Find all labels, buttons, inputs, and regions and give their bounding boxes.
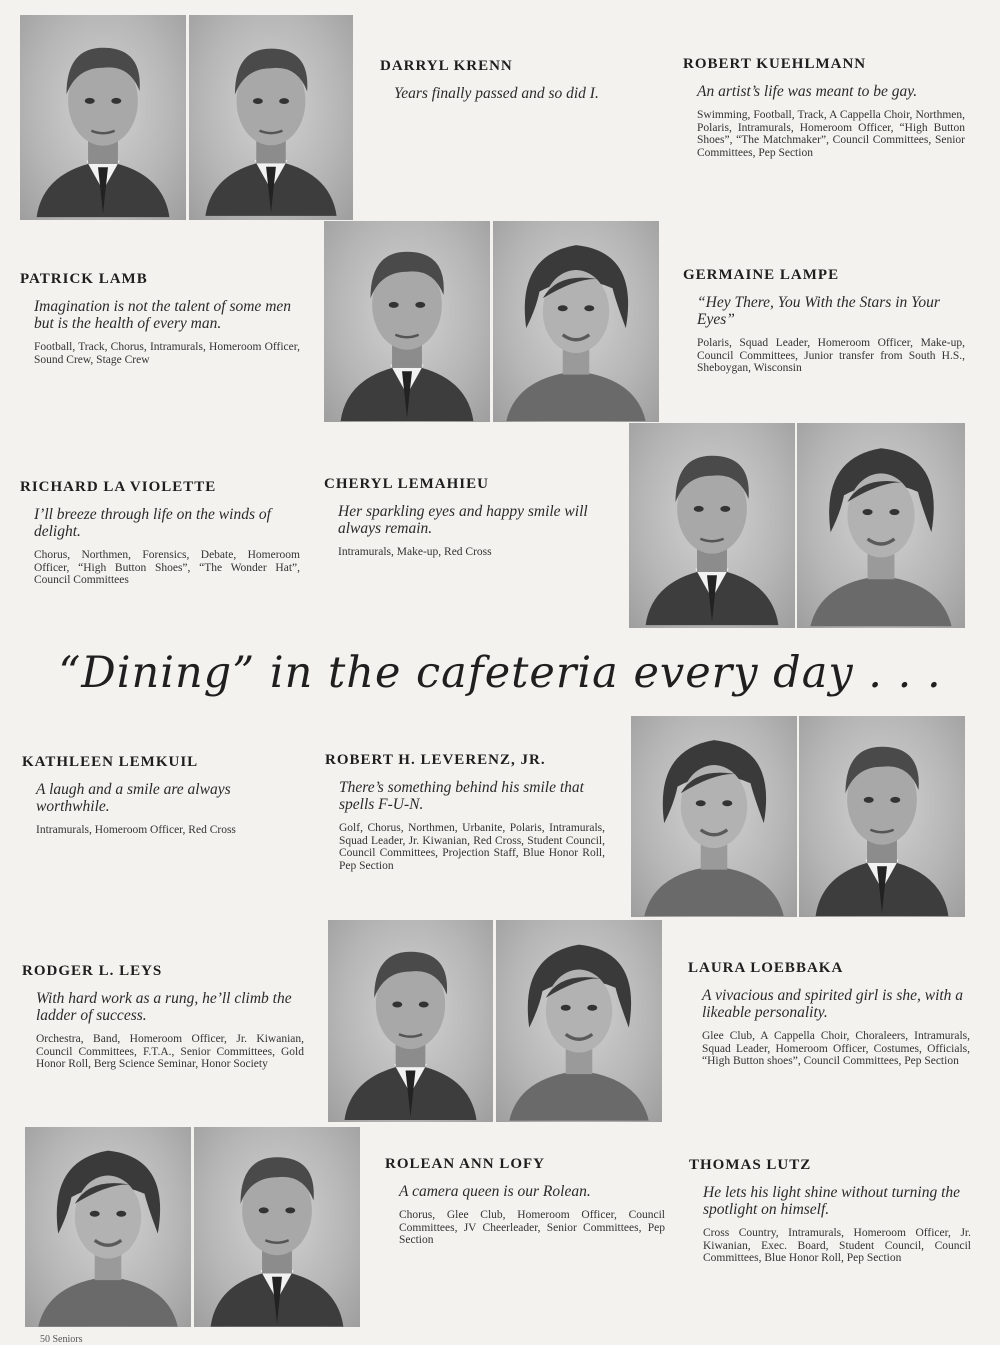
student-activities: Chorus, Northmen, Forensics, Debate, Homeroom Officer, “High Button Shoes”, “The Wonder Hat”, Council Committees [34,549,300,586]
student-name: PATRICK LAMB [20,271,148,287]
entry-laura-loebbaka [688,960,970,1068]
student-activities: Orchestra, Band, Homeroom Officer, Jr. Kiwanian, Council Committees, F.T.A., Senior Committees, Gold Honor Roll, Berg Science Seminar, Honor Society [36,1033,304,1070]
student-quote: Imagination is not the talent of some men but is the health of every man. [34,298,292,332]
photo-rodger-leys [328,920,493,1122]
portrait-boy-icon [629,423,795,628]
entry-kathleen-lemkuil [22,754,302,837]
entry-patrick-lamb [20,271,300,366]
portrait-boy-icon [189,15,353,220]
student-name: RICHARD LA VIOLETTE [20,479,217,495]
portrait-girl-icon [631,716,797,917]
student-activities: Chorus, Glee Club, Homeroom Officer, Council Committees, JV Cheerleader, Senior Committees, Pep Section [399,1209,665,1246]
portrait-boy-icon [799,716,965,917]
portrait-girl-icon [797,423,965,628]
student-quote: A laugh and a smile are always worthwhile. [36,781,231,815]
photo-thomas-lutz [194,1127,360,1327]
entry-rodger-leys [22,963,304,1071]
student-name: RODGER L. LEYS [22,963,163,979]
photo-kathleen-lemkuil [631,716,797,917]
photo-germaine-lampe [493,221,659,422]
entry-thomas-lutz [689,1157,971,1265]
student-name: DARRYL KRENN [380,58,513,74]
student-activities: Polaris, Squad Leader, Homeroom Officer, Make-up, Council Committees, Junior transfer from South H.S., Sheboygan, Wisconsin [697,337,965,374]
student-name: KATHLEEN LEMKUIL [22,754,199,770]
photo-richard-la-violette [629,423,795,628]
student-quote: A camera queen is our Rolean. [399,1183,591,1200]
photo-patrick-lamb [324,221,490,422]
student-quote: An artist’s life was meant to be gay. [697,83,918,100]
student-quote: A vivacious and spirited girl is she, with a likeable personality. [702,987,964,1021]
student-quote: Years finally passed and so did I. [394,85,599,102]
entry-germaine-lampe [683,267,965,375]
student-name: GERMAINE LAMPE [683,267,840,283]
portrait-boy-icon [324,221,490,422]
portrait-boy-icon [328,920,493,1122]
student-quote: I’ll breeze through life on the winds of delight. [34,506,271,540]
photo-rolean-ann-lofy [25,1127,191,1327]
entry-rolean-ann-lofy [385,1156,665,1247]
student-name: LAURA LOEBBAKA [688,960,844,976]
portrait-girl-icon [496,920,662,1122]
photo-robert-kuehlmann [189,15,353,220]
student-activities: Football, Track, Chorus, Intramurals, Homeroom Officer, Sound Crew, Stage Crew [34,341,300,366]
portrait-boy-icon [194,1127,360,1327]
entry-richard-la-violette [20,479,300,587]
student-activities: Glee Club, A Cappella Choir, Choraleers, Intramurals, Squad Leader, Homeroom Officer, Costumes, Officials, “High Button shoes”, Council Committees, Pep Section [702,1030,970,1067]
student-quote: He lets his light shine without turning the spotlight on himself. [703,1184,961,1218]
portrait-girl-icon [493,221,659,422]
student-quote: “Hey There, You With the Stars in Your Eyes” [697,294,940,328]
student-quote: Her sparkling eyes and happy smile will always remain. [338,503,588,537]
portrait-boy-icon [20,15,186,220]
entry-cheryl-lemahieu [324,476,604,559]
student-activities: Intramurals, Make-up, Red Cross [338,546,492,558]
photo-robert-leverenz [799,716,965,917]
student-name: CHERYL LEMAHIEU [324,476,489,492]
entry-robert-kuehlmann [683,56,965,159]
student-name: THOMAS LUTZ [689,1157,812,1173]
student-quote: With hard work as a rung, he’ll climb the ladder of success. [36,990,292,1024]
student-activities: Swimming, Football, Track, A Cappella Choir, Northmen, Polaris, Intramurals, Homeroom Officer, “High Button Shoes”, “The Matchmaker”, Council Committees, Senior Committees, Pep Section [697,109,965,159]
student-quote: There’s something behind his smile that spells F-U-N. [339,779,584,813]
portrait-girl-icon [25,1127,191,1327]
photo-darryl-krenn [20,15,186,220]
student-name: ROLEAN ANN LOFY [385,1156,546,1172]
entry-robert-leverenz [325,752,605,872]
student-name: ROBERT KUEHLMANN [683,56,867,72]
student-name: ROBERT H. LEVERENZ, JR. [325,752,546,768]
page-headline: “Dining” in the cafeteria every day . . . [58,648,942,698]
page-footer: 50 Seniors [40,1334,83,1345]
student-activities: Intramurals, Homeroom Officer, Red Cross [36,824,236,836]
photo-cheryl-lemahieu [797,423,965,628]
entry-darryl-krenn [380,58,660,111]
student-activities: Golf, Chorus, Northmen, Urbanite, Polaris, Intramurals, Squad Leader, Jr. Kiwanian, Red Cross, Student Council, Council Committees, Projection Staff, Blue Honor Roll, Pep Section [339,822,605,872]
photo-laura-loebbaka [496,920,662,1122]
student-activities: Cross Country, Intramurals, Homeroom Officer, Jr. Kiwanian, Exec. Board, Student Council, Council Committees, Blue Honor Roll, Pep Section [703,1227,971,1264]
